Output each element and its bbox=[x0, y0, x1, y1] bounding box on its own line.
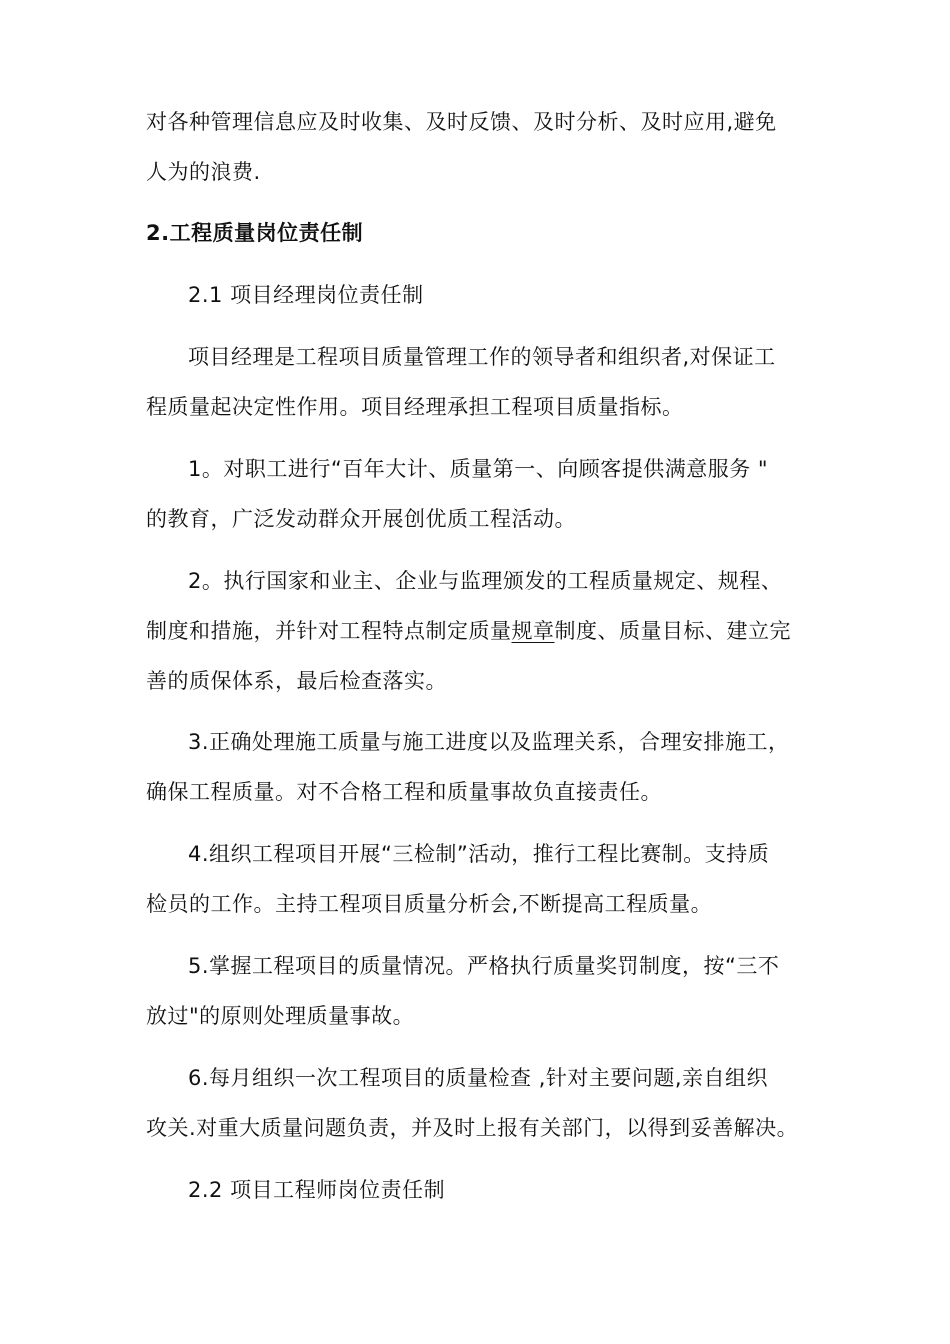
intro-paragraph-line-1: 项目经理是工程项目质量管理工作的领导者和组织者,对保证工 bbox=[188, 345, 776, 369]
paragraph-continuation-line-2: 人为的浪费. bbox=[146, 160, 261, 184]
item-1-line-2: 的教育，广泛发动群众开展创优质工程活动。 bbox=[146, 507, 576, 531]
item-5-line-1: 5.掌握工程项目的质量情况。严格执行质量奖罚制度，按“三不 bbox=[188, 954, 780, 978]
subsection-heading-2-1: 2.1 项目经理岗位责任制 bbox=[188, 283, 424, 307]
item-6-line-1: 6.每月组织一次工程项目的质量检查 ,针对主要问题,亲自组织 bbox=[188, 1066, 769, 1090]
item-3-line-1: 3.正确处理施工质量与施工进度以及监理关系，合理安排施工， bbox=[188, 730, 790, 754]
section-heading: 2.工程质量岗位责任制 bbox=[146, 221, 364, 245]
item-1-line-1: 1。对职工进行“百年大计、质量第一、向顾客提供满意服务 " bbox=[188, 457, 769, 481]
item-2-line-2 bbox=[146, 617, 791, 645]
item-3-line-2: 确保工程质量。对不合格工程和质量事故负直接责任。 bbox=[146, 780, 662, 804]
paragraph-continuation-line-1: 对各种管理信息应及时收集、及时反馈、及时分析、及时应用,避免 bbox=[146, 110, 777, 134]
intro-paragraph-line-2: 程质量起决定性作用。项目经理承担工程项目质量指标。 bbox=[146, 395, 684, 419]
item-4-line-2: 检员的工作。主持工程项目质量分析会,不断提高工程质量。 bbox=[146, 892, 713, 916]
item-4-line-1: 4.组织工程项目开展“三检制”活动，推行工程比赛制。支持质 bbox=[188, 842, 770, 866]
item-5-line-2: 放过"的原则处理质量事故。 bbox=[146, 1004, 415, 1028]
item-2-line-3: 善的质保体系，最后检查落实。 bbox=[146, 669, 447, 693]
item-2-underlined-term: 规章 bbox=[511, 619, 555, 643]
item-2-line-2-part-2: 制度、质量目标、建立完 bbox=[554, 619, 791, 643]
item-6-line-2: 攻关.对重大质量问题负责，并及时上报有关部门，以得到妥善解决。 bbox=[146, 1116, 799, 1140]
item-2-line-2-part-1: 制度和措施，并针对工程特点制定质量 bbox=[146, 619, 512, 643]
subsection-heading-2-2: 2.2 项目工程师岗位责任制 bbox=[188, 1178, 446, 1202]
item-2-line-1: 2。执行国家和业主、企业与监理颁发的工程质量规定、规程、 bbox=[188, 569, 783, 593]
